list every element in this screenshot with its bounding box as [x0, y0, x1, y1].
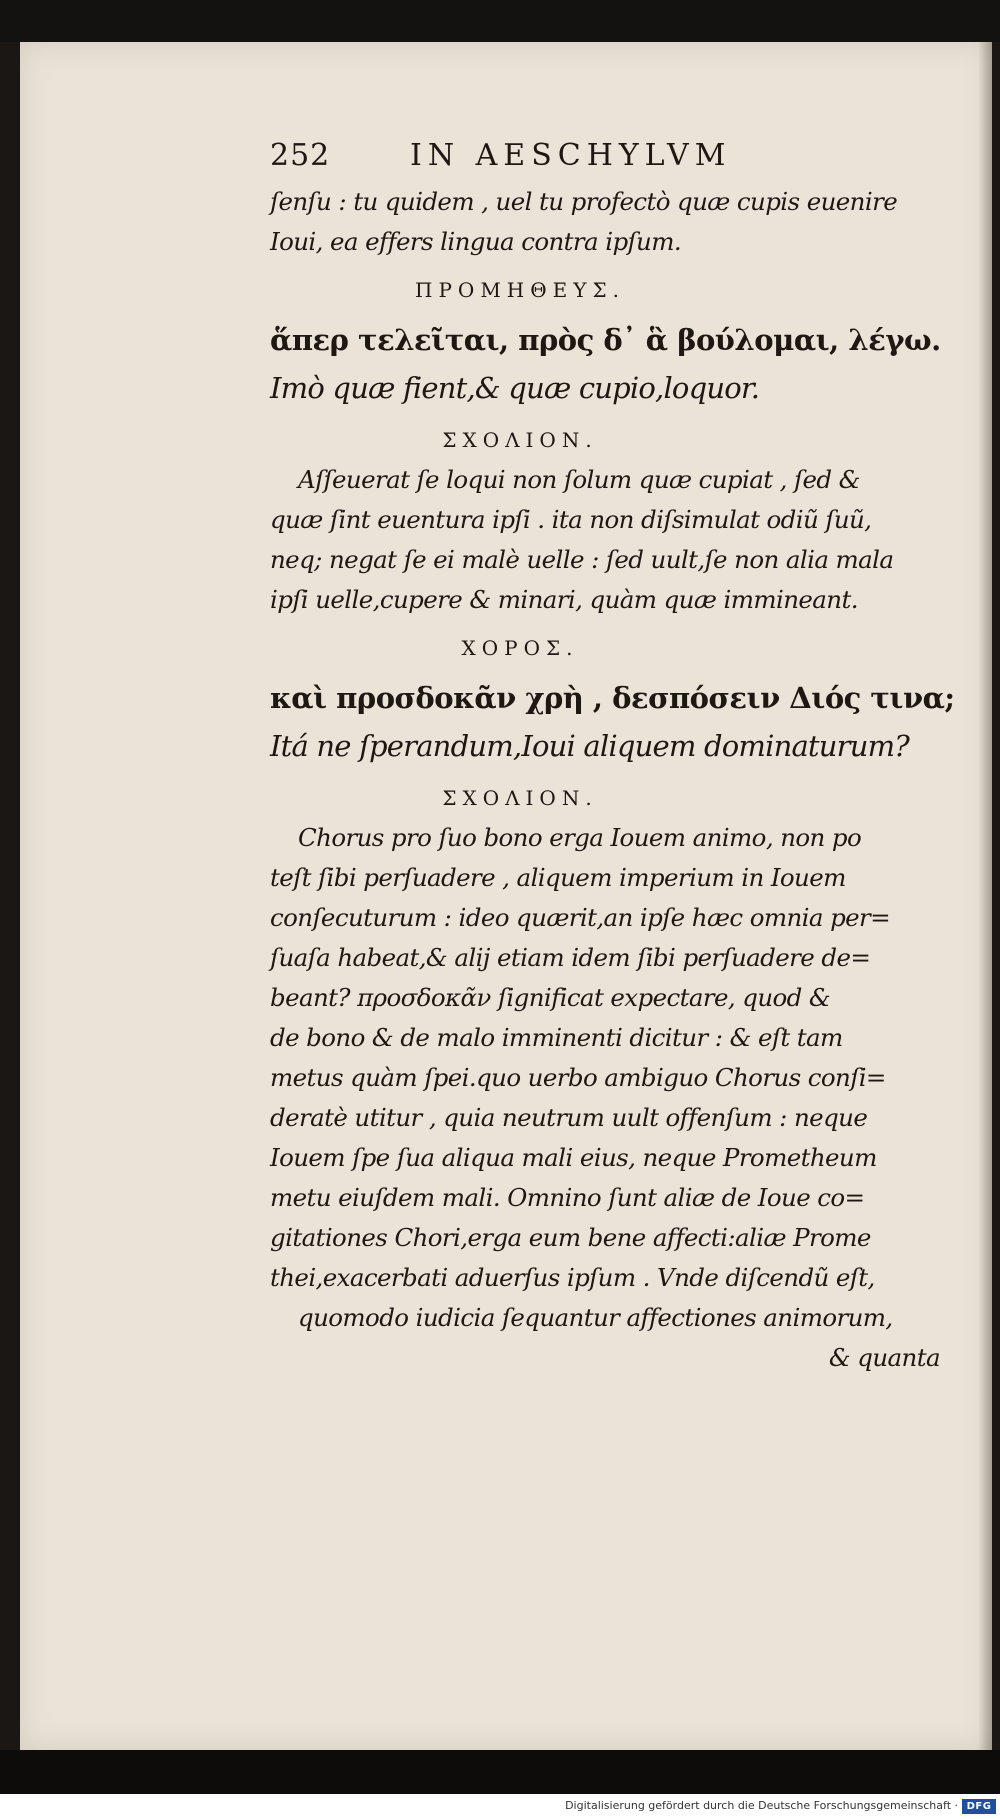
greek-verse: καὶ προσδοκᾶν χρὴ , δεσπόσειν Διός τινα;	[270, 681, 955, 715]
scholion-line: ſuaſa habeat,& alij etiam idem ſibi perſuadere de=	[270, 943, 871, 972]
scholion-line: neq; negat ſe ei malè uelle : ſed uult,ſe non alia mala	[270, 545, 894, 574]
scholion-line: ipſi uelle,cupere & minari, quàm quæ immineant.	[270, 585, 858, 614]
page-number: 252	[270, 138, 331, 173]
scholion-heading: ΣΧΟΛΙΟΝ.	[442, 428, 598, 452]
page-text-block	[270, 138, 955, 1378]
scholion-line: quæ ſint euentura ipſi . ita non diſsimulat odiũ ſuũ,	[270, 505, 872, 534]
greek-verse: ἅπερ τελεῖται, πρὸς δ᾽ ἃ βούλομαι, λέγω.	[270, 323, 941, 357]
scholion-heading: ΣΧΟΛΙΟΝ.	[442, 786, 598, 810]
scholion-line: conſecuturum : ideo quærit,an ipſe hæc omnia per=	[270, 903, 891, 932]
scholion-line: beant? προσδοκᾶν ſignificat expectare, quod &	[270, 983, 831, 1012]
page-edge-shadow	[978, 42, 992, 1750]
scholion-line: metu eiuſdem mali. Omnino ſunt aliæ de Ioue co=	[270, 1183, 865, 1212]
scholion-line: quomodo iudicia ſequantur affectiones animorum,	[298, 1303, 893, 1332]
footer-credit: Digitalisierung gefördert durch die Deutsche Forschungsgemeinschaft ·	[565, 1799, 958, 1812]
digitization-footer	[0, 1794, 1000, 1819]
scholion-line: Chorus pro ſuo bono erga Iouem animo, non po	[298, 823, 862, 852]
speaker-heading-chorus: ΧΟΡΟΣ.	[461, 636, 579, 660]
catchword: & quanta	[828, 1343, 940, 1372]
scan-bottom-border	[0, 1750, 1000, 1794]
scholion-line: thei,exacerbati aduerſus ipſum . Vnde diſcendũ eſt,	[270, 1263, 875, 1292]
speaker-heading-prometheus: ΠΡΟΜΗΘΕΥΣ.	[415, 278, 625, 302]
scholion-line: gitationes Chori,erga eum bene affecti:aliæ Prome	[270, 1223, 871, 1252]
scan-top-border	[0, 0, 1000, 42]
scholion-line: deratè utitur , quia neutrum uult offenſum : neque	[270, 1103, 868, 1132]
intro-line: Ioui, ea effers lingua contra ipſum.	[270, 227, 682, 256]
latin-verse: Imò quæ fient,& quæ cupio,loquor.	[270, 371, 760, 405]
dfg-logo[interactable]: DFG	[962, 1799, 996, 1814]
page-header	[270, 138, 950, 182]
scholion-line: teſt ſibi perſuadere , aliquem imperium in Iouem	[270, 863, 846, 892]
scholion-line: metus quàm ſpei.quo uerbo ambiguo Chorus conſi=	[270, 1063, 886, 1092]
scholion-line: Iouem ſpe ſua aliqua mali eius, neque Prometheum	[270, 1143, 877, 1172]
latin-verse: Itá ne ſperandum,Ioui aliquem dominaturum?	[270, 729, 910, 763]
scholion-line: Aſſeuerat ſe loqui non ſolum quæ cupiat , ſed &	[298, 465, 860, 494]
intro-line: ſenſu : tu quidem , uel tu profectò quæ cupis euenire	[270, 187, 898, 216]
running-head: IN AESCHYLVM	[410, 138, 732, 173]
scholion-line: de bono & de malo imminenti dicitur : & eſt tam	[270, 1023, 843, 1052]
